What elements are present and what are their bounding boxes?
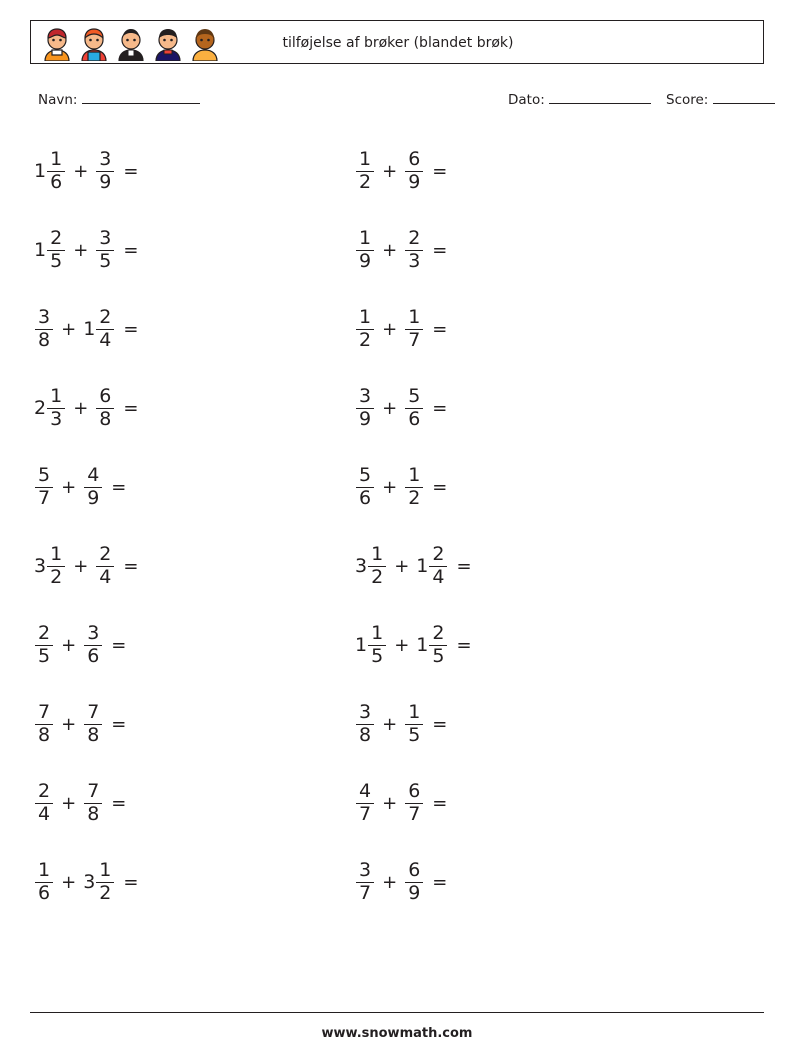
denominator: 2 [47, 566, 65, 588]
denominator: 8 [356, 724, 374, 746]
operator: + [61, 319, 77, 340]
mixed-number-term [83, 703, 103, 746]
fraction [405, 387, 423, 430]
numerator: 3 [99, 148, 112, 171]
fraction [96, 308, 114, 351]
operator: + [73, 240, 89, 261]
numerator: 5 [408, 385, 421, 408]
avatar-woman-yellow-icon [187, 25, 223, 61]
numerator: 2 [408, 227, 421, 250]
whole-part: 3 [83, 871, 96, 893]
denominator: 4 [429, 566, 447, 588]
numerator: 3 [38, 306, 51, 329]
whole-part: 1 [416, 555, 429, 577]
mixed-number-term [404, 466, 424, 509]
numerator: 5 [359, 464, 372, 487]
numerator: 1 [50, 543, 63, 566]
mixed-number-term [34, 624, 54, 667]
numerator: 6 [99, 385, 112, 408]
problem-column-left [34, 132, 364, 922]
whole-part: 3 [34, 555, 47, 577]
denominator: 6 [356, 487, 374, 509]
fraction [368, 545, 386, 588]
problem-row [34, 843, 364, 922]
numerator: 1 [371, 543, 384, 566]
numerator: 1 [408, 701, 421, 724]
numerator: 1 [99, 859, 112, 882]
mixed-number-term [404, 861, 424, 904]
mixed-number-term [404, 150, 424, 193]
mixed-number-term [34, 782, 54, 825]
equals-sign: = [111, 714, 127, 735]
avatar-girl-pink-icon [39, 25, 75, 61]
whole-part: 1 [34, 160, 47, 182]
equals-sign: = [111, 635, 127, 656]
problem-row [34, 527, 364, 606]
numerator: 4 [359, 780, 372, 803]
denominator: 6 [47, 171, 65, 193]
denominator: 7 [35, 487, 53, 509]
numerator: 3 [87, 622, 100, 645]
denominator: 6 [35, 882, 53, 904]
fraction [84, 782, 102, 825]
fraction [405, 861, 423, 904]
mixed-number-term [34, 703, 54, 746]
denominator: 5 [405, 724, 423, 746]
equals-sign: = [111, 477, 127, 498]
numerator: 2 [432, 622, 445, 645]
operator: + [61, 477, 77, 498]
footer-divider [30, 1012, 764, 1013]
mixed-number-term [404, 308, 424, 351]
denominator: 5 [96, 250, 114, 272]
operator: + [382, 793, 398, 814]
equals-sign: = [432, 398, 448, 419]
fraction [96, 545, 114, 588]
mixed-number-term [95, 387, 115, 430]
mixed-number-term [355, 387, 375, 430]
equals-sign: = [456, 556, 472, 577]
operator: + [61, 793, 77, 814]
fraction [84, 624, 102, 667]
name-label: Navn: [38, 92, 78, 108]
fraction [356, 466, 374, 509]
fraction [405, 308, 423, 351]
equals-sign: = [432, 161, 448, 182]
numerator: 7 [38, 701, 51, 724]
numerator: 3 [359, 385, 372, 408]
denominator: 7 [356, 803, 374, 825]
whole-part: 1 [355, 634, 368, 656]
fraction [368, 624, 386, 667]
mixed-number-term [95, 229, 115, 272]
numerator: 1 [408, 306, 421, 329]
fraction [356, 782, 374, 825]
fraction [356, 308, 374, 351]
equals-sign: = [123, 161, 139, 182]
problem-row [355, 211, 685, 290]
whole-part: 3 [355, 555, 368, 577]
numerator: 7 [87, 701, 100, 724]
operator: + [382, 319, 398, 340]
denominator: 7 [405, 803, 423, 825]
numerator: 6 [408, 859, 421, 882]
denominator: 9 [96, 171, 114, 193]
numerator: 1 [359, 306, 372, 329]
date-input-line[interactable] [549, 92, 651, 104]
problem-column-right [355, 132, 685, 922]
denominator: 9 [84, 487, 102, 509]
mixed-number-term [34, 387, 66, 430]
equals-sign: = [432, 793, 448, 814]
fraction [405, 466, 423, 509]
fraction [429, 545, 447, 588]
numerator: 6 [408, 148, 421, 171]
meta-row [0, 92, 794, 116]
equals-sign: = [432, 240, 448, 261]
score-field [666, 92, 775, 108]
numerator: 1 [50, 148, 63, 171]
fraction [35, 782, 53, 825]
denominator: 4 [96, 566, 114, 588]
mixed-number-term [83, 861, 115, 904]
numerator: 2 [38, 622, 51, 645]
numerator: 1 [359, 148, 372, 171]
mixed-number-term [95, 150, 115, 193]
equals-sign: = [123, 319, 139, 340]
operator: + [73, 556, 89, 577]
problem-row [34, 448, 364, 527]
fraction [356, 703, 374, 746]
fraction [84, 466, 102, 509]
equals-sign: = [432, 872, 448, 893]
fraction [429, 624, 447, 667]
numerator: 3 [359, 701, 372, 724]
whole-part: 1 [83, 318, 96, 340]
mixed-number-term [83, 624, 103, 667]
denominator: 8 [35, 724, 53, 746]
problem-row [355, 764, 685, 843]
denominator: 5 [368, 645, 386, 667]
operator: + [382, 477, 398, 498]
whole-part: 1 [416, 634, 429, 656]
mixed-number-term [355, 466, 375, 509]
mixed-number-term [416, 624, 448, 667]
fraction [405, 150, 423, 193]
denominator: 2 [368, 566, 386, 588]
fraction [356, 387, 374, 430]
problem-row [355, 527, 685, 606]
equals-sign: = [123, 556, 139, 577]
numerator: 2 [432, 543, 445, 566]
mixed-number-term [83, 466, 103, 509]
mixed-number-term [355, 308, 375, 351]
fraction [356, 229, 374, 272]
operator: + [61, 714, 77, 735]
page-title: tilføjelse af brøker (blandet brøk) [282, 35, 514, 51]
denominator: 9 [405, 882, 423, 904]
numerator: 2 [99, 306, 112, 329]
operator: + [382, 872, 398, 893]
mixed-number-term [34, 229, 66, 272]
avatar-group [39, 25, 223, 61]
date-field [508, 92, 651, 108]
denominator: 5 [429, 645, 447, 667]
avatar-priest-icon [113, 25, 149, 61]
numerator: 1 [38, 859, 51, 882]
mixed-number-term [355, 545, 387, 588]
mixed-number-term [34, 545, 66, 588]
equals-sign: = [432, 319, 448, 340]
mixed-number-term [95, 545, 115, 588]
denominator: 6 [84, 645, 102, 667]
operator: + [61, 635, 77, 656]
denominator: 5 [47, 250, 65, 272]
denominator: 4 [35, 803, 53, 825]
mixed-number-term [34, 308, 54, 351]
denominator: 7 [356, 882, 374, 904]
denominator: 9 [356, 250, 374, 272]
numerator: 1 [359, 227, 372, 250]
mixed-number-term [83, 308, 115, 351]
mixed-number-term [34, 466, 54, 509]
denominator: 8 [35, 329, 53, 351]
fraction [96, 229, 114, 272]
numerator: 2 [50, 227, 63, 250]
fraction [96, 387, 114, 430]
mixed-number-term [355, 782, 375, 825]
whole-part: 1 [34, 239, 47, 261]
problem-row [355, 290, 685, 369]
problem-row [355, 843, 685, 922]
denominator: 3 [47, 408, 65, 430]
problem-row [355, 369, 685, 448]
operator: + [382, 398, 398, 419]
operator: + [382, 240, 398, 261]
denominator: 2 [405, 487, 423, 509]
problem-row [34, 211, 364, 290]
denominator: 5 [35, 645, 53, 667]
name-field [38, 92, 200, 108]
denominator: 2 [356, 329, 374, 351]
mixed-number-term [34, 861, 54, 904]
operator: + [73, 398, 89, 419]
denominator: 9 [405, 171, 423, 193]
numerator: 3 [99, 227, 112, 250]
name-input-line[interactable] [82, 92, 200, 104]
fraction [35, 308, 53, 351]
avatar-boy-dark-hair-icon [150, 25, 186, 61]
problem-row [355, 685, 685, 764]
mixed-number-term [355, 150, 375, 193]
fraction [35, 466, 53, 509]
problem-row [34, 606, 364, 685]
whole-part: 2 [34, 397, 47, 419]
denominator: 6 [405, 408, 423, 430]
denominator: 8 [84, 724, 102, 746]
fraction [47, 387, 65, 430]
problem-row [355, 606, 685, 685]
denominator: 8 [96, 408, 114, 430]
numerator: 7 [87, 780, 100, 803]
equals-sign: = [123, 240, 139, 261]
date-label: Dato: [508, 92, 545, 108]
operator: + [394, 635, 410, 656]
mixed-number-term [83, 782, 103, 825]
problem-row [34, 685, 364, 764]
mixed-number-term [355, 703, 375, 746]
denominator: 2 [356, 171, 374, 193]
fraction [35, 703, 53, 746]
denominator: 2 [96, 882, 114, 904]
numerator: 6 [408, 780, 421, 803]
denominator: 3 [405, 250, 423, 272]
footer-site: www.snowmath.com [321, 1026, 473, 1041]
fraction [405, 782, 423, 825]
denominator: 7 [405, 329, 423, 351]
problem-row [34, 369, 364, 448]
numerator: 4 [87, 464, 100, 487]
numerator: 2 [38, 780, 51, 803]
operator: + [61, 872, 77, 893]
mixed-number-term [404, 229, 424, 272]
mixed-number-term [34, 150, 66, 193]
denominator: 9 [356, 408, 374, 430]
denominator: 4 [96, 329, 114, 351]
score-input-line[interactable] [713, 92, 775, 104]
mixed-number-term [404, 782, 424, 825]
fraction [356, 150, 374, 193]
fraction [47, 229, 65, 272]
numerator: 1 [371, 622, 384, 645]
fraction [96, 150, 114, 193]
fraction [356, 861, 374, 904]
equals-sign: = [123, 872, 139, 893]
mixed-number-term [416, 545, 448, 588]
mixed-number-term [355, 624, 387, 667]
operator: + [394, 556, 410, 577]
problem-row [34, 764, 364, 843]
problem-row [34, 290, 364, 369]
denominator: 8 [84, 803, 102, 825]
avatar-boy-overalls-icon [76, 25, 112, 61]
mixed-number-term [404, 387, 424, 430]
fraction [405, 703, 423, 746]
fraction [84, 703, 102, 746]
fraction [405, 229, 423, 272]
numerator: 1 [50, 385, 63, 408]
fraction [47, 150, 65, 193]
mixed-number-term [355, 861, 375, 904]
operator: + [382, 161, 398, 182]
numerator: 5 [38, 464, 51, 487]
mixed-number-term [404, 703, 424, 746]
mixed-number-term [355, 229, 375, 272]
numerator: 3 [359, 859, 372, 882]
equals-sign: = [456, 635, 472, 656]
problem-row [34, 132, 364, 211]
numerator: 1 [408, 464, 421, 487]
equals-sign: = [432, 714, 448, 735]
problem-row [355, 132, 685, 211]
operator: + [382, 714, 398, 735]
problem-row [355, 448, 685, 527]
fraction [47, 545, 65, 588]
score-label: Score: [666, 92, 709, 108]
equals-sign: = [432, 477, 448, 498]
equals-sign: = [111, 793, 127, 814]
fraction [35, 861, 53, 904]
fraction [96, 861, 114, 904]
fraction [35, 624, 53, 667]
header-box [30, 20, 764, 64]
equals-sign: = [123, 398, 139, 419]
numerator: 2 [99, 543, 112, 566]
operator: + [73, 161, 89, 182]
